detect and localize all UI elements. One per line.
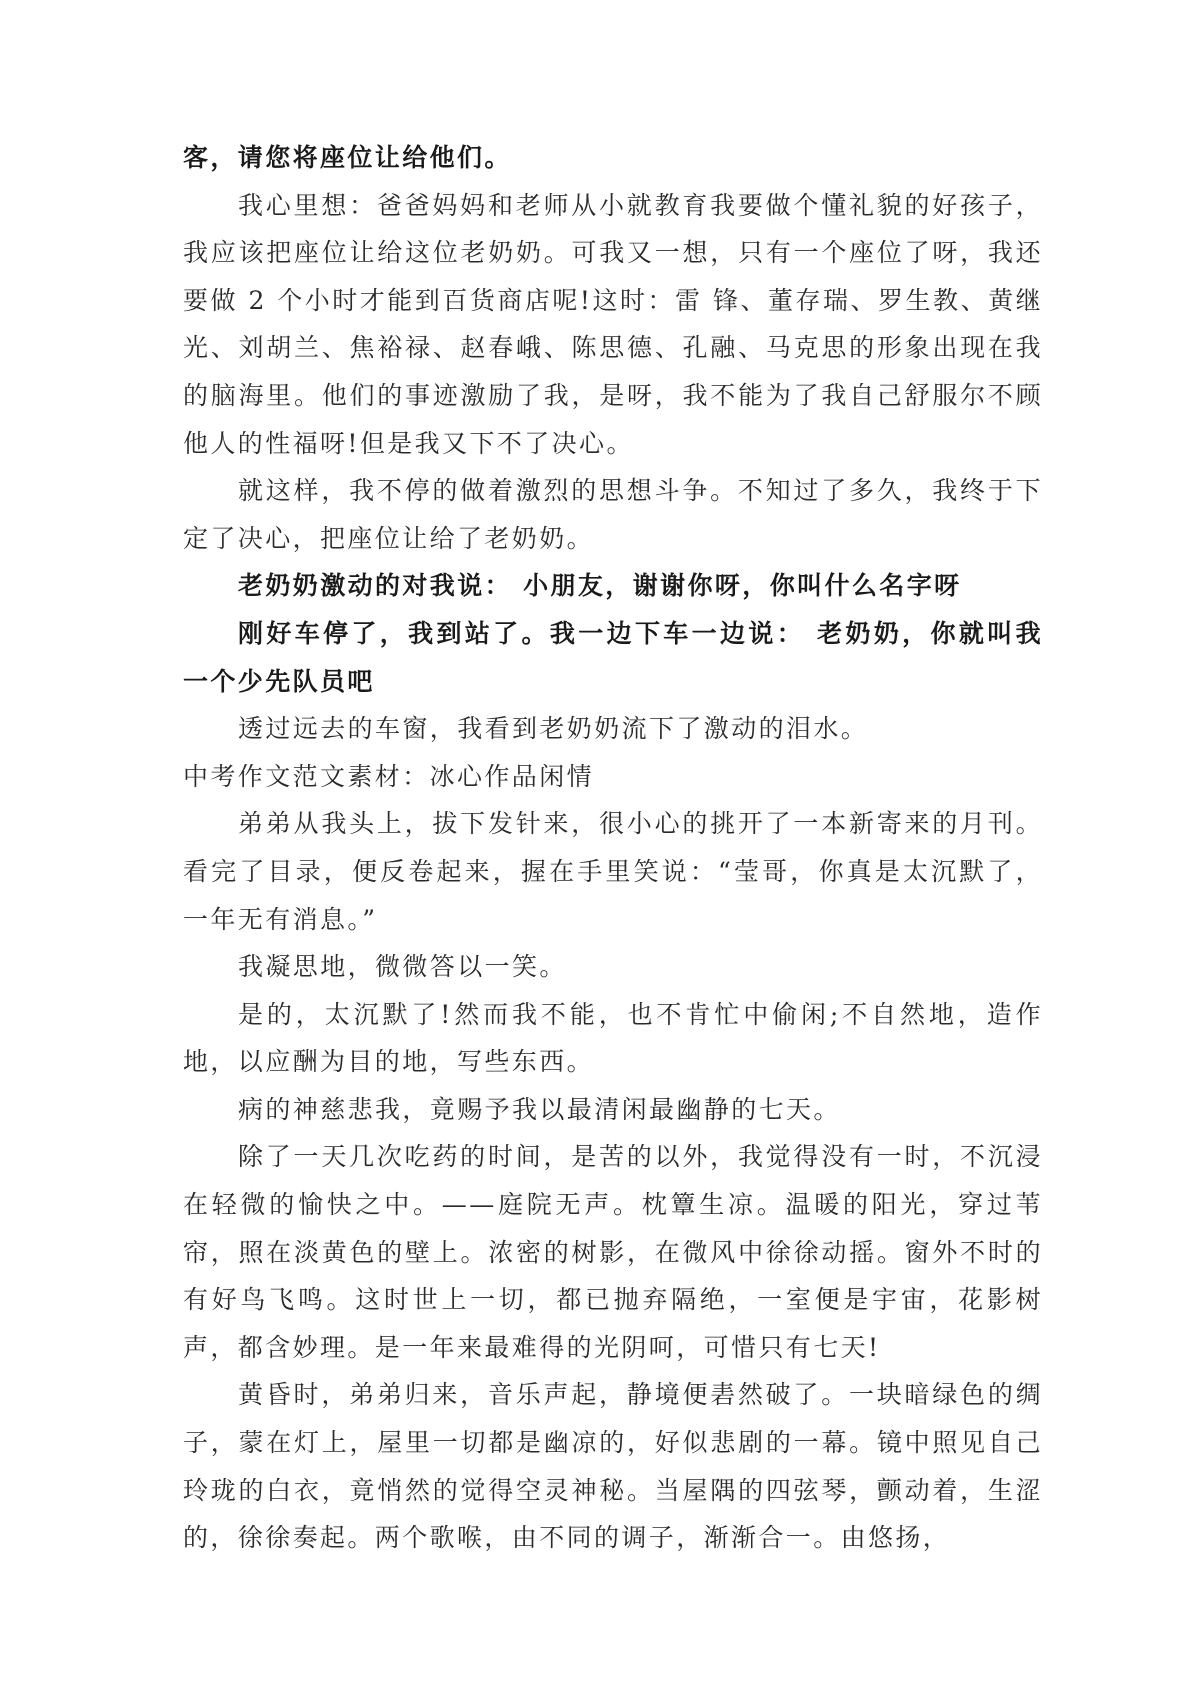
paragraph: 老奶奶激动的对我说： 小朋友，谢谢你呀，你叫什么名字呀 [238,571,962,601]
section-heading: 中考作文范文素材：冰心作品闲情 [183,761,595,791]
paragraph: 弟弟从我头上，拔下发针来，很小心的挑开了一本新寄来的月刊。看完了目录，便反卷起来，握在手里笑说：“莹哥，你真是太沉默了，一年无有消息。” [183,809,1043,934]
paragraph: 刚好车停了，我到站了。我一边下车一边说： 老奶奶，你就叫我一个少先队员吧 [183,618,1043,696]
paragraph: 就这样，我不停的做着激烈的思想斗争。不知过了多久，我终于下定了决心，把座位让给了老奶奶。 [183,476,1043,553]
paragraph: 是的，太沉默了!然而我不能，也不肯忙中偷闲;不自然地，造作地，以应酬为目的地，写些东西。 [183,999,1043,1077]
paragraph: 我心里想：爸爸妈妈和老师从小就教育我要做个懂礼貌的好孩子，我应该把座位让给这位老奶奶。可我又一想，只有一个座位了呀，我还要做 2 个小时才能到百货商店呢!这时：雷 锋、董存瑞、罗生教、黄继光、刘胡兰、焦裕禄、赵春峨、陈思德、孔融、马克思的形象出现在我的脑海里。他们的事迹激励了我，是呀，我不能为了我自己舒服尔不顾 他人的性福呀!但是我又下不了决心。 [183,190,1043,458]
paragraph: 我凝思地，微微答以一笑。 [238,952,567,982]
paragraph: 客，请您将座位让给他们。 [183,143,512,172]
paragraph: 病的神慈悲我，竟赐予我以最清闲最幽静的七天。 [238,1094,841,1124]
document-body [183,134,1043,1562]
paragraph: 除了一天几次吃药的时间，是苦的以外，我觉得没有一时，不沉浸在轻微的愉快之中。——庭院无声。枕簟生凉。温暖的阳光，穿过苇帘，照在淡黄色的壁上。浓密的树影，在微风中徐徐动摇。窗外不时的有好鸟飞鸣。这时世上一切，都已抛弃隔绝，一室便是宇宙，花影树声，都含妙理。是一年来最难得的光阴呵，可惜只有七天! [183,1142,1043,1362]
paragraph: 黄昏时，弟弟归来，音乐声起，静境便砉然破了。一块暗绿色的绸子，蒙在灯上，屋里一切都是幽凉的，好似悲剧的一幕。镜中照见自己玲珑的白衣，竟悄然的觉得空灵神秘。当屋隅的四弦琴，颤动着，生涩的，徐徐奏起。两个歌喉，由不同的调子，渐渐合一。由悠扬， [183,1380,1043,1553]
paragraph: 透过远去的车窗，我看到老奶奶流下了激动的泪水。 [238,714,869,744]
